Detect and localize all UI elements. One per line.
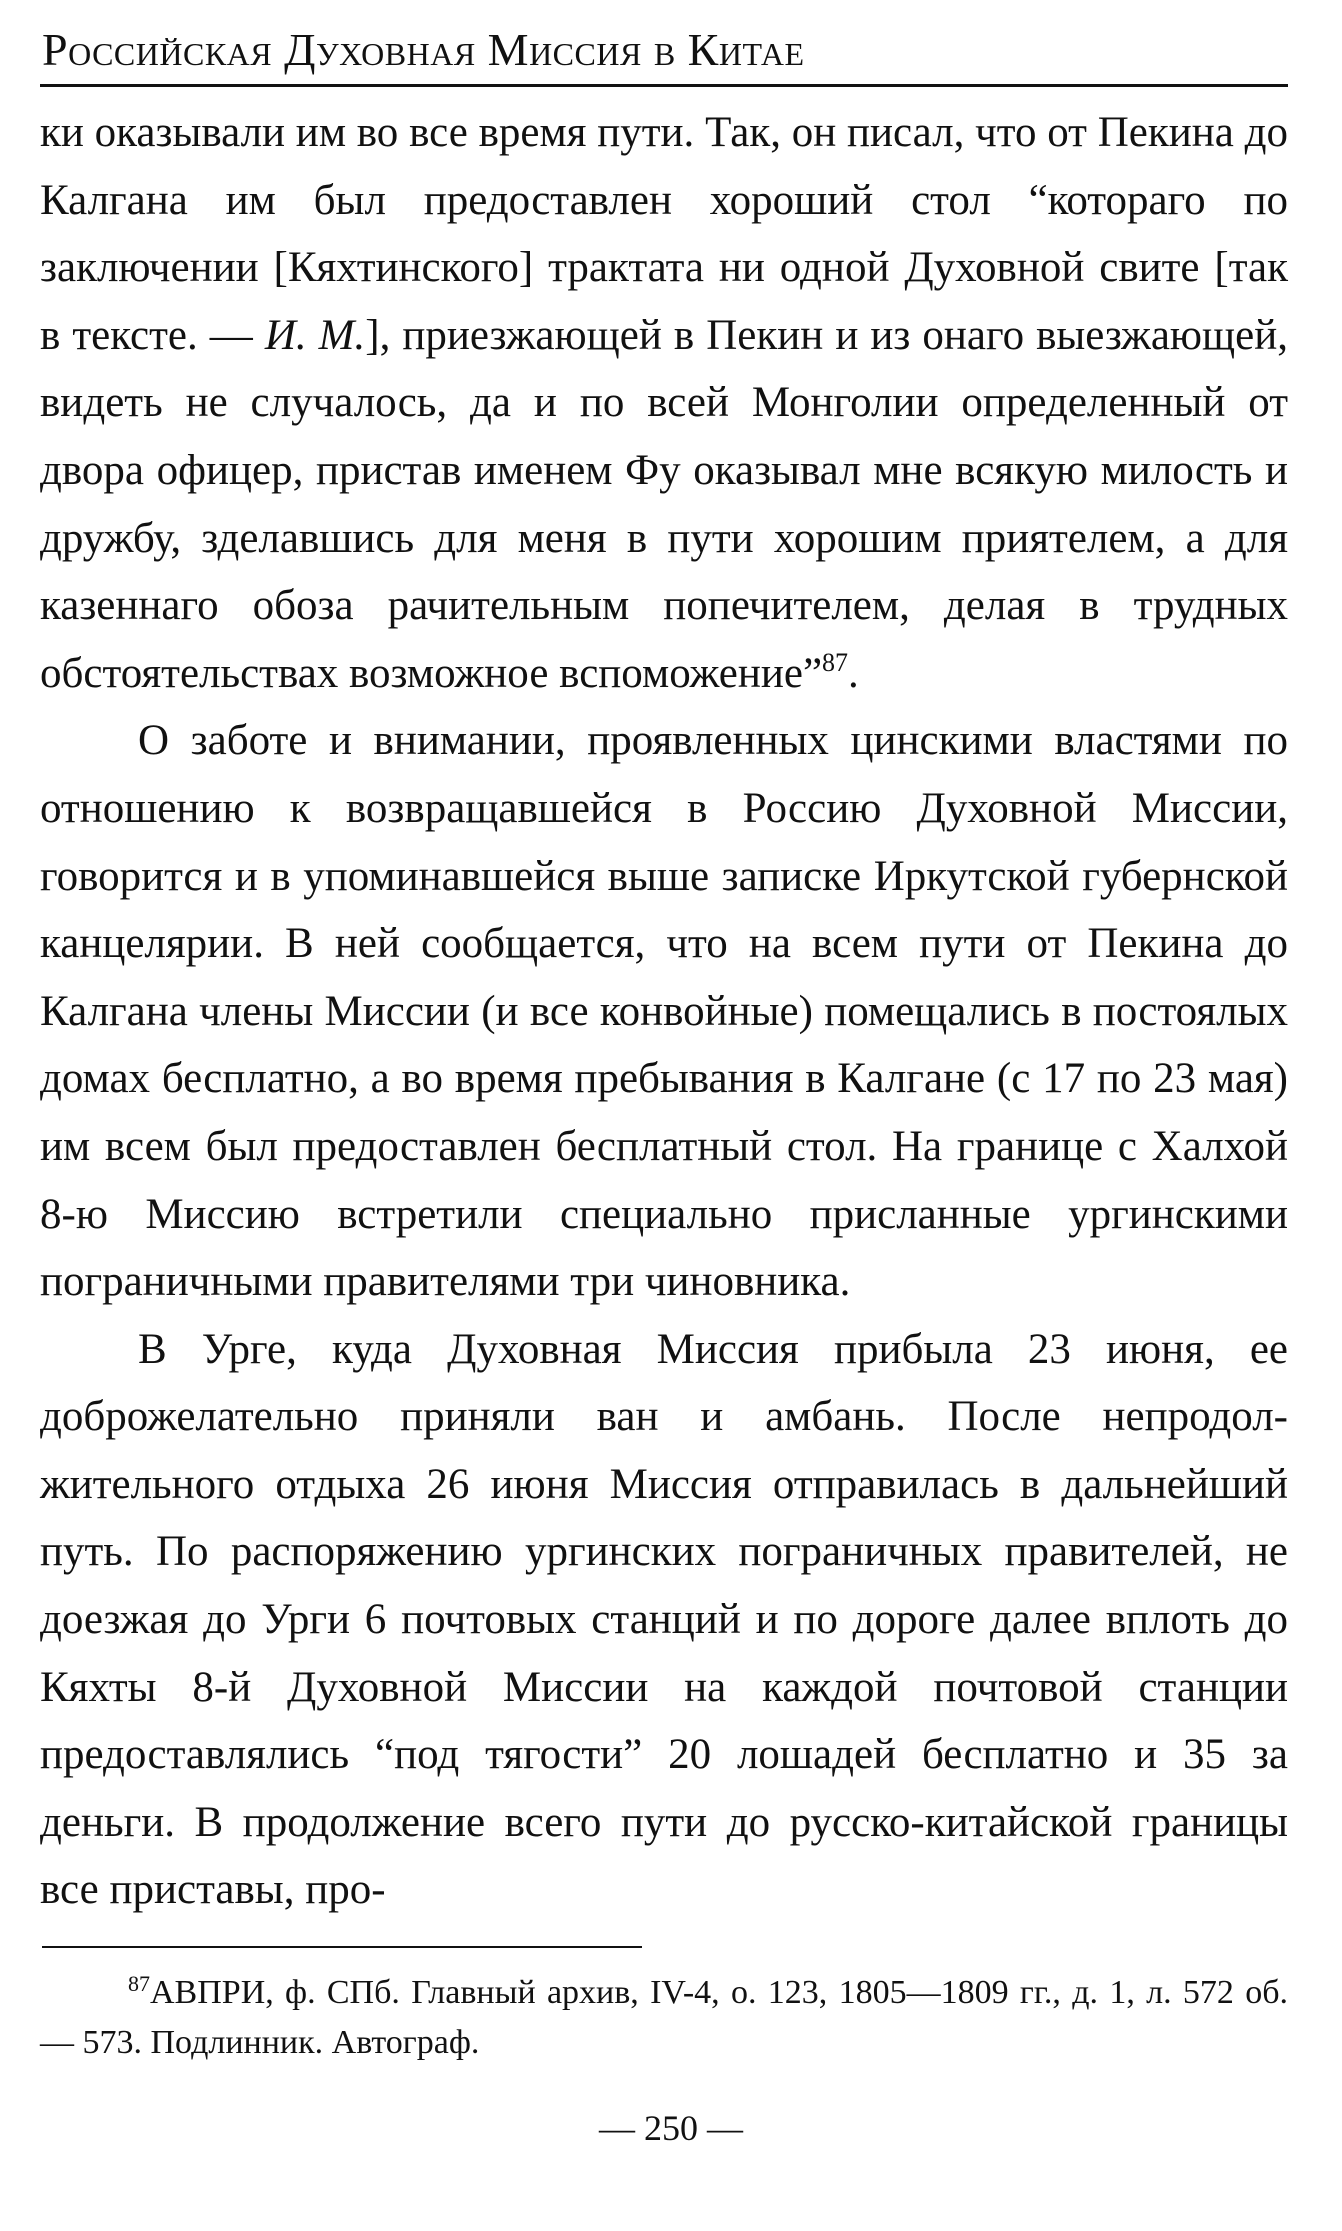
footnote [40, 1968, 1288, 2068]
book-page [40, 22, 1288, 2068]
footnote-text: АВПРИ, ф. СПб. Главный архив, IV-4, о. 123, 1805—1809 гг., д. 1, л. 572 об. — 573. Подлинник. Автограф. [40, 1974, 1288, 2062]
text-run: В Урге, куда Духовная Миссия прибыла 23 июня, ее доброжелательно приняли ван и амбань. После непродолжительного отдыха 26 июня Миссия отправилась в дальнейший путь. По распоряжению ургинских пограничных правителей, не доезжая до Урги 6 почтовых станций и по дороге далее вплоть до Кяхты 8-й Духовной Миссии на каждой почтовой станции предоставлялись “под тягости” 20 лошадей бесплатно и 35 за деньги. В продолжение всего пути до русско-китайской границы все приставы, про- [40, 1325, 1288, 1914]
text-run: О заботе и внимании, проявленных цинскими властями по отношению к возвращавшейся в Россию Духовной Миссии, говорится и в упоминавшейся выше записке Иркутской губернской канцелярии. В ней сообщается, что на всем пути от Пекина до Калгана члены Миссии (и все конвойные) помещались в постоялых домах бесплатно, а во время пребывания в Калгане (с 17 по 23 мая) им всем был предоставлен бесплатный стол. На границе с Халхой 8-ю Миссию встретили специально присланные ургинскими пограничными правителями три чиновника. [40, 717, 1288, 1306]
italic-text: И. М. [264, 311, 366, 359]
page-number: — 250 — [599, 2108, 743, 2148]
paragraph [40, 707, 1288, 1315]
text-run: ], приезжающей в Пекин и из онаго выезжающей, видеть не случалось, да и по всей Монголии определенный от двора офицер, пристав именем Фу оказывал мне всякую милость и дружбу, зделавшись для меня в пути хорошим приятелем, а для казеннаго обоза рачительным попечителем, делая в трудных обстоятельствах возможное вспоможение” [40, 311, 1289, 697]
header-rule [40, 84, 1288, 87]
text-run: . [848, 649, 859, 697]
text-run: ки оказывали им во все время пути. Так, он писал, что от Пекина до Калгана им был предоставлен хороший стол “котораго по заключении [Кяхтинского] трактата ни одной Духовной свите [так в тексте. — [40, 109, 1288, 359]
footnote-marker: 87 [128, 1971, 150, 1997]
paragraph [40, 1316, 1288, 1924]
footnote-rule [42, 1946, 642, 1948]
running-head: Российская Духовная Миссия в Китае [42, 24, 805, 75]
footnote-reference: 87 [822, 647, 849, 677]
main-text [40, 99, 1288, 1924]
paragraph [40, 99, 1288, 707]
